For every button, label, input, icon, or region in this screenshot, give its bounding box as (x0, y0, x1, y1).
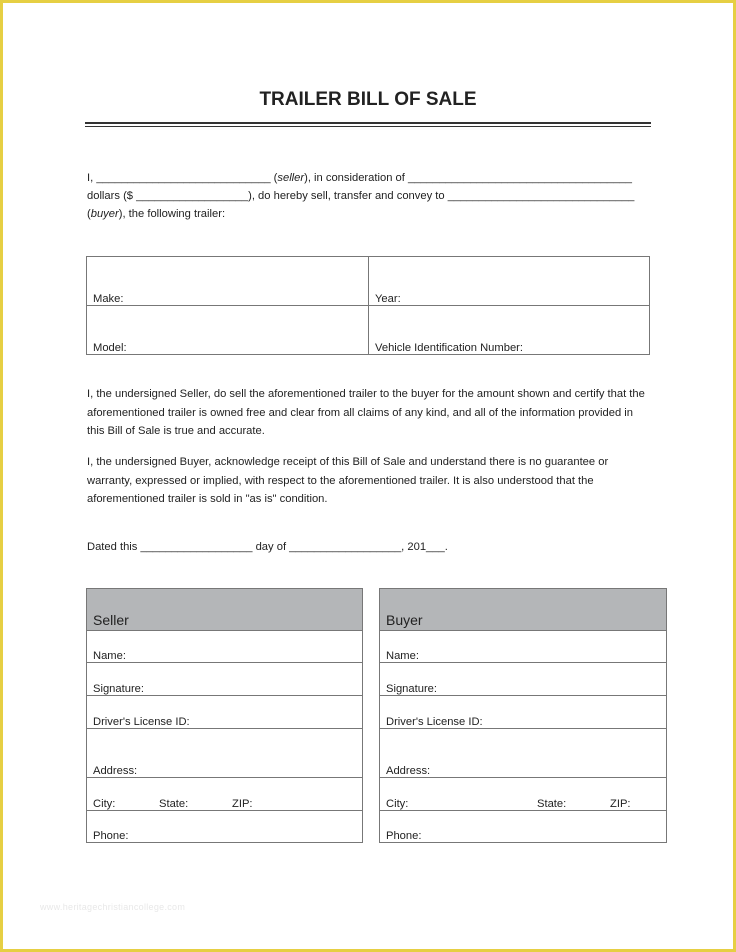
watermark-text: www.heritagechristiancollege.com (40, 902, 186, 912)
buyer-zip-label: ZIP: (610, 798, 631, 810)
seller-name-label: Name: (93, 650, 126, 662)
buyer-address-row[interactable] (380, 729, 666, 778)
dated-line: Dated this __________________ day of __________________, 201___. (87, 541, 448, 553)
seller-phone-label: Phone: (93, 830, 129, 842)
intro-seller-word: seller (277, 172, 305, 184)
buyer-city-label: City: (386, 798, 409, 810)
buyer-heading-bar (380, 589, 666, 631)
buyer-state-label: State: (537, 798, 567, 810)
intro-line-3 (87, 208, 225, 220)
buyer-signature-label: Signature: (386, 683, 437, 695)
model-cell[interactable] (87, 306, 369, 354)
seller-signature-label: Signature: (93, 683, 144, 695)
seller-license-label: Driver's License ID: (93, 716, 190, 728)
buyer-address-label: Address: (386, 765, 431, 777)
make-label: Make: (93, 293, 124, 305)
seller-address-label: Address: (93, 765, 138, 777)
buyer-city-row[interactable] (380, 778, 666, 811)
intro-text-1a: I, ____________________________ ( (87, 172, 278, 184)
seller-city-label: City: (93, 798, 116, 810)
intro-buyer-word: buyer (90, 208, 119, 220)
document-title: TRAILER BILL OF SALE (259, 89, 477, 110)
make-cell[interactable] (87, 257, 369, 306)
buyer-phone-label: Phone: (386, 830, 422, 842)
title-rule-thick (85, 122, 651, 124)
seller-signature-row[interactable] (87, 663, 362, 696)
model-label: Model: (93, 342, 127, 354)
intro-text-1b: ), in consideration of ____________________________________ (304, 172, 632, 184)
intro-line-2: dollars ($ __________________), do hereby sell, transfer and convey to ______________________________ (87, 190, 635, 202)
seller-heading: Seller (93, 612, 129, 628)
intro-text-3a: ( (87, 208, 91, 220)
buyer-phone-row[interactable] (380, 811, 666, 842)
buyer-name-label: Name: (386, 650, 419, 662)
year-cell[interactable] (369, 257, 649, 306)
buyer-signature-row[interactable] (380, 663, 666, 696)
vin-label: Vehicle Identification Number: (375, 342, 524, 354)
intro-line-1 (87, 172, 632, 184)
seller-license-row[interactable] (87, 696, 362, 729)
seller-phone-row[interactable] (87, 811, 362, 842)
seller-city-row[interactable] (87, 778, 362, 811)
buyer-license-label: Driver's License ID: (386, 716, 483, 728)
buyer-license-row[interactable] (380, 696, 666, 729)
seller-zip-label: ZIP: (232, 798, 253, 810)
trailer-details-table (86, 256, 650, 355)
title-rule-thin (85, 126, 651, 127)
intro-text-3b: ), the following trailer: (118, 208, 226, 220)
seller-statement: I, the undersigned Seller, do sell the aforementioned trailer to the buyer for the amount shown and certify that the aforementioned trailer is owned free and clear from all claims of any kind, and all of the information provided in this Bill of Sale is true and accurate. (87, 388, 645, 437)
year-label: Year: (375, 293, 401, 305)
seller-address-row[interactable] (87, 729, 362, 778)
vin-cell[interactable] (369, 306, 649, 354)
seller-heading-bar (87, 589, 362, 631)
buyer-name-row[interactable] (380, 630, 666, 663)
buyer-heading: Buyer (386, 612, 423, 628)
buyer-block (379, 588, 667, 843)
seller-name-row[interactable] (87, 630, 362, 663)
seller-state-label: State: (159, 798, 189, 810)
buyer-statement: I, the undersigned Buyer, acknowledge receipt of this Bill of Sale and understand there is no guarantee or warranty, expressed or implied, with respect to the aforementioned trailer. It is also understood that the aforementioned trailer is sold in "as is" condition. (87, 456, 609, 505)
seller-block (86, 588, 363, 843)
